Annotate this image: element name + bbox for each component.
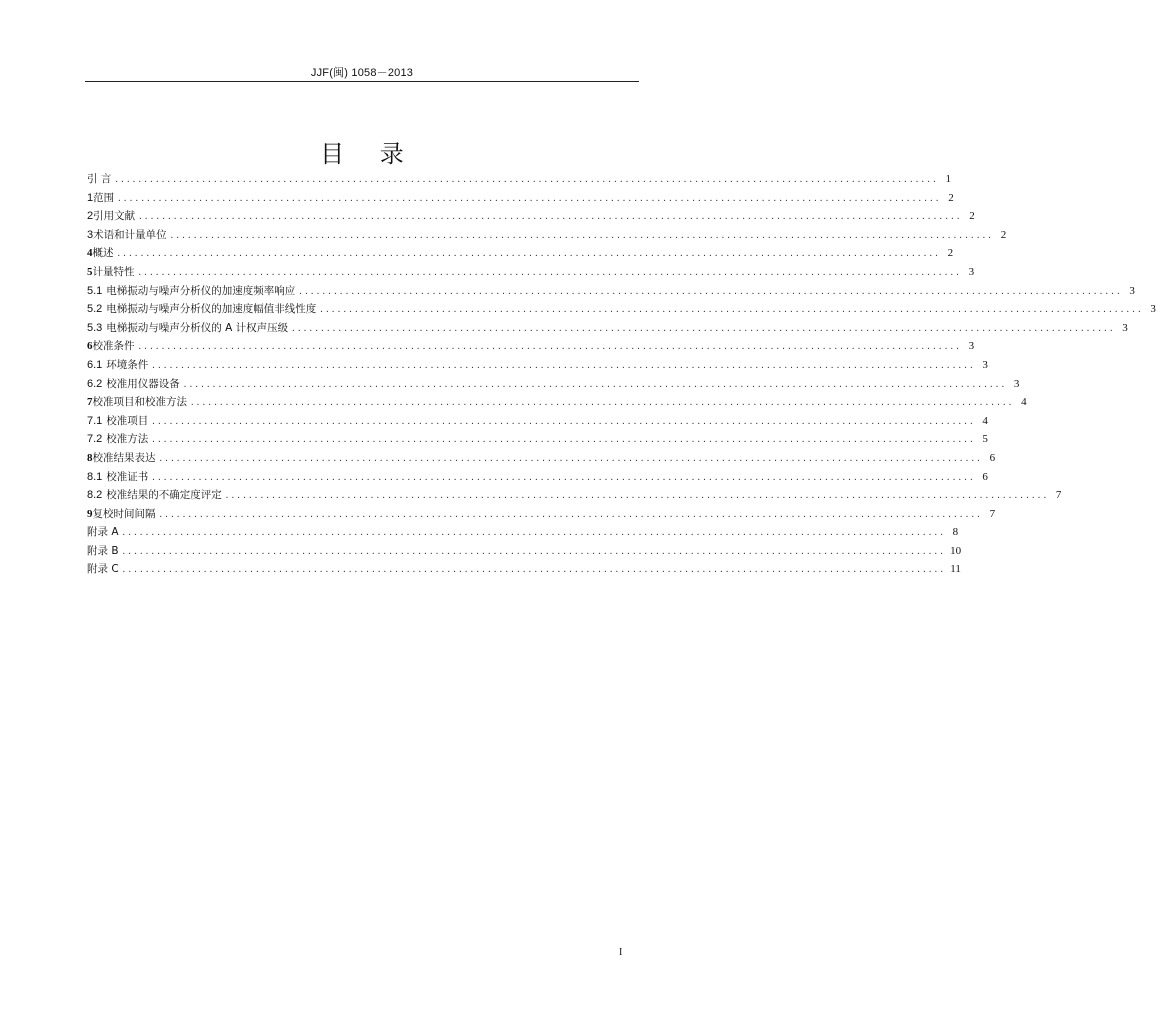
- toc-entry-number: 1: [87, 191, 94, 204]
- toc-entry-label: 范围: [93, 191, 115, 204]
- toc-entry-label: 概述: [92, 247, 114, 260]
- toc-entry-appendix-c[interactable]: [87, 560, 961, 579]
- toc-entry-page: 6: [989, 451, 996, 464]
- toc-entry-number: 5.1: [87, 284, 103, 297]
- toc-entry-8[interactable]: [87, 449, 996, 468]
- toc-entry-5-1[interactable]: [87, 282, 1135, 301]
- toc-leader-dots: ..............................................................................................................................................: [118, 192, 942, 204]
- toc-entry-page: 2: [1000, 228, 1007, 241]
- toc-entry-label: 校准结果的不确定度评定: [106, 489, 222, 502]
- toc-entry-label: 附录 B: [87, 544, 119, 557]
- toc-entry-7-2[interactable]: [87, 430, 988, 449]
- toc-entry-number: 5.3: [87, 321, 103, 334]
- toc-leader-dots: ..............................................................................................................................................: [292, 322, 1116, 334]
- toc-entry-page: 2: [947, 247, 954, 260]
- toc-entry-label: 附录 C: [87, 563, 119, 576]
- toc-entry-number: 6.1: [87, 358, 103, 371]
- page-title: 目 录: [320, 140, 418, 168]
- toc-entry-label: 引 言: [87, 173, 112, 185]
- toc-entry-5-2[interactable]: [87, 300, 1156, 319]
- toc-entry-page: 3: [1122, 321, 1128, 334]
- toc-leader-dots: ..............................................................................................................................................: [122, 527, 947, 539]
- toc-entry-7[interactable]: [87, 393, 1027, 412]
- toc-entry-label: 校准项目: [106, 414, 149, 427]
- toc-entry-page: 3: [968, 340, 975, 353]
- toc-entry-label: 校准条件: [92, 340, 135, 353]
- toc-entry-number: 8.1: [87, 470, 103, 483]
- toc-entry-label: 校准方法: [106, 433, 149, 446]
- toc-leader-dots: ..............................................................................................................................................: [115, 174, 939, 185]
- toc-entry-number: 8: [87, 451, 93, 464]
- toc-entry-label: 计量特性: [92, 265, 135, 278]
- toc-leader-dots: ..............................................................................................................................................: [152, 415, 976, 427]
- document-code-header: JJF(闽) 1058－2013: [310, 67, 414, 79]
- toc-entry-label: 引用文献: [93, 210, 136, 223]
- toc-leader-dots: ..............................................................................................................................................: [159, 452, 984, 464]
- toc-entry-page: 3: [982, 358, 988, 371]
- toc-entry-label: 附录 A: [87, 526, 119, 539]
- toc-entry-4[interactable]: [87, 244, 954, 263]
- toc-entry-label: 校准结果表达: [92, 451, 156, 464]
- toc-leader-dots: ..............................................................................................................................................: [152, 359, 976, 371]
- toc-entry-number: 7: [87, 396, 93, 409]
- toc-leader-dots: ..............................................................................................................................................: [159, 508, 984, 520]
- toc-entry-6-2[interactable]: [87, 375, 1020, 394]
- toc-entry-intro[interactable]: [87, 170, 951, 189]
- toc-leader-dots: ..............................................................................................................................................: [152, 471, 976, 483]
- toc-entry-page: 5: [982, 433, 988, 446]
- toc-entry-8-1[interactable]: [87, 468, 988, 487]
- toc-leader-dots: ..............................................................................................................................................: [122, 564, 947, 576]
- toc-entry-number: 6.2: [87, 377, 103, 390]
- toc-entry-number: 6: [87, 340, 93, 353]
- toc-entry-number: 5.2: [87, 303, 103, 316]
- toc-leader-dots: ..............................................................................................................................................: [299, 285, 1123, 297]
- toc-entry-page: 3: [1129, 284, 1135, 297]
- toc-entry-page: 11: [950, 563, 961, 576]
- toc-leader-dots: ..............................................................................................................................................: [191, 397, 1015, 409]
- table-of-contents: [87, 170, 1156, 579]
- toc-leader-dots: ..............................................................................................................................................: [138, 341, 963, 353]
- toc-entry-label: 电梯振动与噪声分析仪的加速度频率响应: [106, 284, 296, 297]
- toc-entry-6-1[interactable]: [87, 356, 988, 375]
- toc-entry-page: 7: [1055, 489, 1062, 502]
- toc-entry-page: 3: [1150, 303, 1156, 316]
- toc-entry-label: 复校时间间隔: [92, 507, 156, 520]
- toc-entry-number: 8.2: [87, 489, 103, 502]
- page-number: I: [619, 947, 623, 958]
- toc-entry-page: 2: [969, 210, 975, 223]
- toc-leader-dots: ..............................................................................................................................................: [320, 304, 1144, 316]
- toc-entry-number: 3: [87, 228, 94, 241]
- toc-entry-3[interactable]: [87, 226, 1007, 245]
- toc-entry-1[interactable]: [87, 189, 954, 208]
- toc-entry-number: 5: [87, 265, 93, 278]
- toc-leader-dots: ..............................................................................................................................................: [139, 211, 963, 223]
- toc-leader-dots: ..............................................................................................................................................: [152, 434, 976, 446]
- toc-entry-label: 术语和计量单位: [93, 228, 167, 241]
- toc-entry-6[interactable]: [87, 337, 975, 356]
- toc-entry-number: 7.1: [87, 414, 103, 427]
- toc-leader-dots: ..............................................................................................................................................: [138, 266, 963, 278]
- toc-entry-5-3[interactable]: [87, 319, 1128, 338]
- toc-entry-number: 9: [87, 507, 93, 520]
- toc-entry-label: 校准项目和校准方法: [92, 396, 187, 409]
- toc-entry-7-1[interactable]: [87, 412, 988, 431]
- toc-entry-label: 校准用仪器设备: [106, 377, 180, 390]
- toc-entry-page: 2: [948, 191, 954, 204]
- toc-entry-page: 4: [982, 414, 988, 427]
- toc-entry-page: 7: [989, 507, 996, 520]
- toc-entry-8-2[interactable]: [87, 486, 1062, 505]
- toc-entry-page: 3: [968, 265, 975, 278]
- toc-leader-dots: ..............................................................................................................................................: [170, 229, 995, 241]
- toc-entry-page: 1: [945, 173, 951, 185]
- toc-entry-number: 2: [87, 210, 94, 223]
- toc-entry-page: 10: [950, 544, 962, 557]
- toc-entry-page: 3: [1013, 377, 1020, 390]
- toc-entry-page: 4: [1021, 396, 1027, 409]
- toc-entry-2[interactable]: [87, 207, 975, 226]
- toc-entry-page: 6: [982, 470, 988, 483]
- toc-leader-dots: ..............................................................................................................................................: [225, 490, 1050, 502]
- toc-entry-label: 电梯振动与噪声分析仪的 A 计权声压级: [106, 321, 289, 334]
- toc-entry-label: 校准证书: [106, 470, 149, 483]
- toc-entry-appendix-a[interactable]: [87, 523, 959, 542]
- toc-leader-dots: ..............................................................................................................................................: [122, 545, 947, 557]
- toc-entry-label: 电梯振动与噪声分析仪的加速度幅值非线性度: [106, 303, 317, 316]
- toc-leader-dots: ..............................................................................................................................................: [117, 248, 942, 260]
- toc-entry-9[interactable]: [87, 505, 996, 524]
- toc-leader-dots: ..............................................................................................................................................: [183, 378, 1008, 390]
- toc-entry-5[interactable]: [87, 263, 975, 282]
- toc-entry-page: 8: [952, 526, 959, 539]
- header-divider: [85, 81, 639, 82]
- toc-entry-number: 4: [87, 247, 93, 260]
- toc-entry-label: 环境条件: [106, 358, 149, 371]
- toc-entry-appendix-b[interactable]: [87, 542, 962, 561]
- toc-entry-number: 7.2: [87, 433, 103, 446]
